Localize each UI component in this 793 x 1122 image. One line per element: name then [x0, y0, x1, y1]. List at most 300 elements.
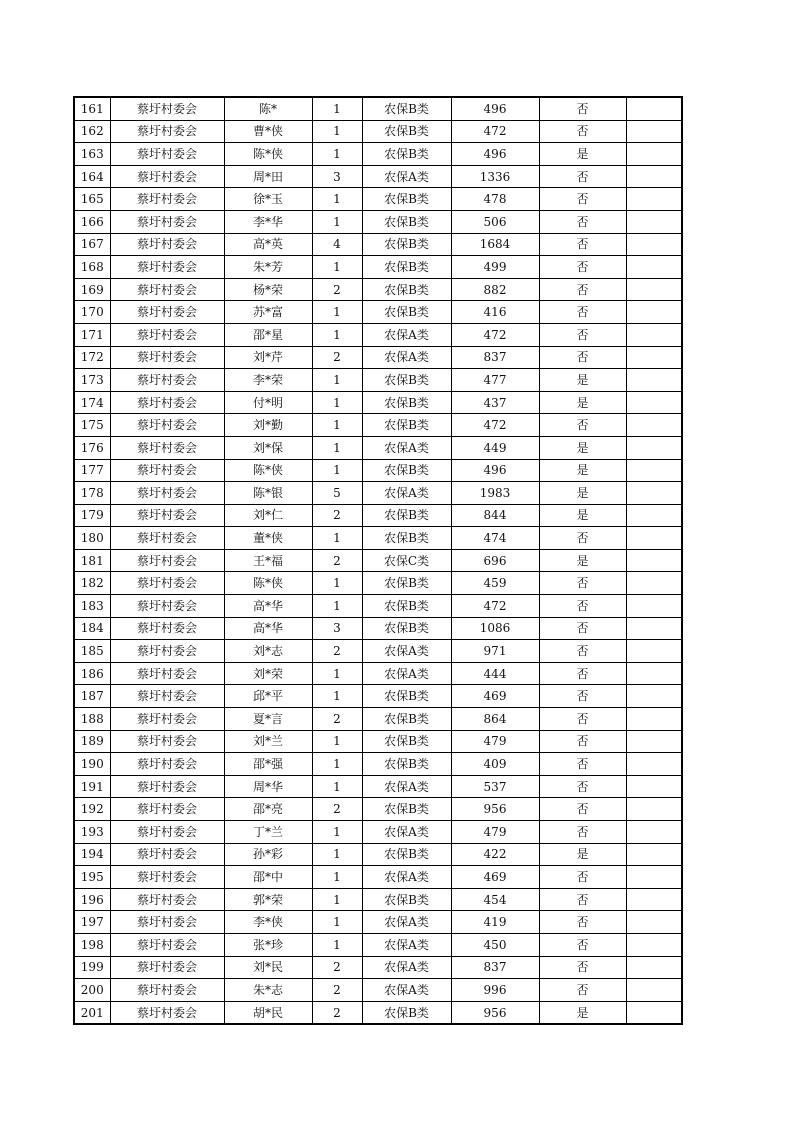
row-number-cell: 195 [74, 866, 110, 889]
person-name-cell: 董*侠 [224, 527, 312, 550]
village-committee-cell: 蔡圩村委会 [110, 775, 224, 798]
flag-cell: 否 [539, 346, 626, 369]
amount-cell: 422 [451, 843, 539, 866]
table-row [74, 775, 682, 798]
household-size-cell: 1 [312, 301, 362, 324]
amount-cell: 478 [451, 188, 539, 211]
village-committee-cell: 蔡圩村委会 [110, 369, 224, 392]
table-row [74, 504, 682, 527]
village-committee-cell: 蔡圩村委会 [110, 640, 224, 663]
remarks-cell [626, 504, 682, 527]
table-row [74, 685, 682, 708]
remarks-cell [626, 730, 682, 753]
remarks-cell [626, 256, 682, 279]
table-row [74, 956, 682, 979]
flag-cell: 否 [539, 866, 626, 889]
table-row [74, 640, 682, 663]
row-number-cell: 171 [74, 323, 110, 346]
person-name-cell: 刘*兰 [224, 730, 312, 753]
insurance-category-cell: 农保A类 [362, 775, 451, 798]
remarks-cell [626, 640, 682, 663]
table-row [74, 662, 682, 685]
row-number-cell: 187 [74, 685, 110, 708]
amount-cell: 996 [451, 979, 539, 1002]
household-size-cell: 1 [312, 391, 362, 414]
row-number-cell: 199 [74, 956, 110, 979]
flag-cell: 否 [539, 165, 626, 188]
insurance-category-cell: 农保B类 [362, 730, 451, 753]
table-row [74, 436, 682, 459]
insurance-category-cell: 农保B类 [362, 617, 451, 640]
amount-cell: 496 [451, 143, 539, 166]
household-size-cell: 2 [312, 708, 362, 731]
insurance-category-cell: 农保B类 [362, 504, 451, 527]
flag-cell: 否 [539, 301, 626, 324]
person-name-cell: 刘*仁 [224, 504, 312, 527]
household-size-cell: 1 [312, 323, 362, 346]
row-number-cell: 164 [74, 165, 110, 188]
remarks-cell [626, 956, 682, 979]
row-number-cell: 185 [74, 640, 110, 663]
row-number-cell: 201 [74, 1001, 110, 1024]
flag-cell: 是 [539, 504, 626, 527]
row-number-cell: 162 [74, 120, 110, 143]
amount-cell: 1684 [451, 233, 539, 256]
insurance-category-cell: 农保B类 [362, 595, 451, 618]
insurance-category-cell: 农保A类 [362, 866, 451, 889]
person-name-cell: 李*侠 [224, 911, 312, 934]
flag-cell: 否 [539, 527, 626, 550]
table-row [74, 165, 682, 188]
amount-cell: 472 [451, 414, 539, 437]
village-committee-cell: 蔡圩村委会 [110, 143, 224, 166]
row-number-cell: 196 [74, 888, 110, 911]
table-row [74, 708, 682, 731]
flag-cell: 否 [539, 210, 626, 233]
row-number-cell: 179 [74, 504, 110, 527]
records-table-body [74, 97, 682, 1024]
flag-cell: 否 [539, 323, 626, 346]
amount-cell: 477 [451, 369, 539, 392]
household-size-cell: 1 [312, 436, 362, 459]
village-committee-cell: 蔡圩村委会 [110, 210, 224, 233]
table-row [74, 459, 682, 482]
village-committee-cell: 蔡圩村委会 [110, 888, 224, 911]
amount-cell: 837 [451, 346, 539, 369]
village-committee-cell: 蔡圩村委会 [110, 956, 224, 979]
amount-cell: 444 [451, 662, 539, 685]
row-number-cell: 183 [74, 595, 110, 618]
insurance-category-cell: 农保B类 [362, 1001, 451, 1024]
remarks-cell [626, 911, 682, 934]
household-size-cell: 1 [312, 866, 362, 889]
person-name-cell: 胡*民 [224, 1001, 312, 1024]
person-name-cell: 丁*兰 [224, 821, 312, 844]
insurance-category-cell: 农保B类 [362, 685, 451, 708]
amount-cell: 1086 [451, 617, 539, 640]
household-size-cell: 2 [312, 979, 362, 1002]
person-name-cell: 李*荣 [224, 369, 312, 392]
insurance-category-cell: 农保A类 [362, 346, 451, 369]
person-name-cell: 高*华 [224, 595, 312, 618]
flag-cell: 否 [539, 708, 626, 731]
insurance-category-cell: 农保B类 [362, 888, 451, 911]
table-row [74, 233, 682, 256]
household-size-cell: 2 [312, 1001, 362, 1024]
flag-cell: 否 [539, 617, 626, 640]
household-size-cell: 2 [312, 798, 362, 821]
flag-cell: 否 [539, 572, 626, 595]
village-committee-cell: 蔡圩村委会 [110, 866, 224, 889]
amount-cell: 437 [451, 391, 539, 414]
village-committee-cell: 蔡圩村委会 [110, 911, 224, 934]
village-committee-cell: 蔡圩村委会 [110, 459, 224, 482]
insurance-category-cell: 农保A类 [362, 323, 451, 346]
person-name-cell: 刘*民 [224, 956, 312, 979]
remarks-cell [626, 165, 682, 188]
row-number-cell: 175 [74, 414, 110, 437]
flag-cell: 否 [539, 775, 626, 798]
insurance-category-cell: 农保B类 [362, 843, 451, 866]
person-name-cell: 陈*侠 [224, 143, 312, 166]
table-row [74, 301, 682, 324]
person-name-cell: 邵*亮 [224, 798, 312, 821]
village-committee-cell: 蔡圩村委会 [110, 97, 224, 120]
insurance-category-cell: 农保A类 [362, 956, 451, 979]
remarks-cell [626, 1001, 682, 1024]
row-number-cell: 184 [74, 617, 110, 640]
person-name-cell: 杨*荣 [224, 278, 312, 301]
remarks-cell [626, 753, 682, 776]
remarks-cell [626, 120, 682, 143]
person-name-cell: 高*英 [224, 233, 312, 256]
household-size-cell: 1 [312, 662, 362, 685]
household-size-cell: 1 [312, 911, 362, 934]
insurance-category-cell: 农保B类 [362, 391, 451, 414]
insurance-category-cell: 农保B类 [362, 369, 451, 392]
row-number-cell: 200 [74, 979, 110, 1002]
amount-cell: 844 [451, 504, 539, 527]
table-row [74, 369, 682, 392]
household-size-cell: 1 [312, 775, 362, 798]
amount-cell: 450 [451, 933, 539, 956]
person-name-cell: 李*华 [224, 210, 312, 233]
household-size-cell: 1 [312, 143, 362, 166]
remarks-cell [626, 843, 682, 866]
person-name-cell: 高*华 [224, 617, 312, 640]
household-size-cell: 1 [312, 120, 362, 143]
remarks-cell [626, 233, 682, 256]
remarks-cell [626, 549, 682, 572]
table-row [74, 391, 682, 414]
insurance-category-cell: 农保A类 [362, 640, 451, 663]
flag-cell: 否 [539, 979, 626, 1002]
remarks-cell [626, 617, 682, 640]
table-row [74, 843, 682, 866]
amount-cell: 449 [451, 436, 539, 459]
table-row [74, 979, 682, 1002]
amount-cell: 696 [451, 549, 539, 572]
table-row [74, 595, 682, 618]
village-committee-cell: 蔡圩村委会 [110, 595, 224, 618]
row-number-cell: 190 [74, 753, 110, 776]
flag-cell: 否 [539, 730, 626, 753]
village-committee-cell: 蔡圩村委会 [110, 278, 224, 301]
table-row [74, 414, 682, 437]
amount-cell: 837 [451, 956, 539, 979]
household-size-cell: 5 [312, 482, 362, 505]
amount-cell: 479 [451, 730, 539, 753]
amount-cell: 537 [451, 775, 539, 798]
flag-cell: 是 [539, 143, 626, 166]
household-size-cell: 1 [312, 685, 362, 708]
amount-cell: 472 [451, 595, 539, 618]
row-number-cell: 176 [74, 436, 110, 459]
table-row [74, 933, 682, 956]
person-name-cell: 邵*星 [224, 323, 312, 346]
amount-cell: 956 [451, 798, 539, 821]
insurance-category-cell: 农保B类 [362, 798, 451, 821]
row-number-cell: 186 [74, 662, 110, 685]
row-number-cell: 167 [74, 233, 110, 256]
amount-cell: 496 [451, 459, 539, 482]
remarks-cell [626, 188, 682, 211]
insurance-category-cell: 农保B类 [362, 459, 451, 482]
remarks-cell [626, 459, 682, 482]
insurance-category-cell: 农保B类 [362, 256, 451, 279]
person-name-cell: 曹*侠 [224, 120, 312, 143]
table-row [74, 730, 682, 753]
household-size-cell: 1 [312, 753, 362, 776]
village-committee-cell: 蔡圩村委会 [110, 617, 224, 640]
village-committee-cell: 蔡圩村委会 [110, 527, 224, 550]
table-row [74, 753, 682, 776]
flag-cell: 否 [539, 233, 626, 256]
flag-cell: 否 [539, 685, 626, 708]
table-row [74, 821, 682, 844]
insurance-category-cell: 农保B类 [362, 753, 451, 776]
insurance-category-cell: 农保B类 [362, 233, 451, 256]
household-size-cell: 2 [312, 278, 362, 301]
amount-cell: 469 [451, 685, 539, 708]
village-committee-cell: 蔡圩村委会 [110, 301, 224, 324]
person-name-cell: 夏*言 [224, 708, 312, 731]
insurance-category-cell: 农保A类 [362, 662, 451, 685]
insurance-category-cell: 农保B类 [362, 301, 451, 324]
village-committee-cell: 蔡圩村委会 [110, 391, 224, 414]
amount-cell: 496 [451, 97, 539, 120]
household-size-cell: 1 [312, 595, 362, 618]
records-table [73, 96, 683, 1025]
flag-cell: 是 [539, 369, 626, 392]
remarks-cell [626, 933, 682, 956]
row-number-cell: 192 [74, 798, 110, 821]
village-committee-cell: 蔡圩村委会 [110, 685, 224, 708]
village-committee-cell: 蔡圩村委会 [110, 572, 224, 595]
table-row [74, 527, 682, 550]
row-number-cell: 170 [74, 301, 110, 324]
household-size-cell: 1 [312, 843, 362, 866]
table-row [74, 97, 682, 120]
row-number-cell: 189 [74, 730, 110, 753]
flag-cell: 否 [539, 753, 626, 776]
household-size-cell: 1 [312, 459, 362, 482]
person-name-cell: 陈* [224, 97, 312, 120]
table-row [74, 1001, 682, 1024]
row-number-cell: 163 [74, 143, 110, 166]
remarks-cell [626, 210, 682, 233]
row-number-cell: 188 [74, 708, 110, 731]
flag-cell: 否 [539, 256, 626, 279]
table-row [74, 143, 682, 166]
village-committee-cell: 蔡圩村委会 [110, 504, 224, 527]
remarks-cell [626, 278, 682, 301]
amount-cell: 454 [451, 888, 539, 911]
flag-cell: 否 [539, 188, 626, 211]
amount-cell: 472 [451, 323, 539, 346]
flag-cell: 否 [539, 662, 626, 685]
insurance-category-cell: 农保B类 [362, 708, 451, 731]
village-committee-cell: 蔡圩村委会 [110, 188, 224, 211]
insurance-category-cell: 农保A类 [362, 911, 451, 934]
flag-cell: 否 [539, 956, 626, 979]
remarks-cell [626, 482, 682, 505]
row-number-cell: 197 [74, 911, 110, 934]
row-number-cell: 174 [74, 391, 110, 414]
row-number-cell: 177 [74, 459, 110, 482]
row-number-cell: 168 [74, 256, 110, 279]
remarks-cell [626, 346, 682, 369]
household-size-cell: 1 [312, 369, 362, 392]
table-row [74, 188, 682, 211]
remarks-cell [626, 685, 682, 708]
village-committee-cell: 蔡圩村委会 [110, 346, 224, 369]
person-name-cell: 邵*中 [224, 866, 312, 889]
remarks-cell [626, 323, 682, 346]
table-row [74, 323, 682, 346]
insurance-category-cell: 农保B类 [362, 97, 451, 120]
row-number-cell: 198 [74, 933, 110, 956]
amount-cell: 474 [451, 527, 539, 550]
person-name-cell: 陈*侠 [224, 459, 312, 482]
village-committee-cell: 蔡圩村委会 [110, 662, 224, 685]
remarks-cell [626, 391, 682, 414]
amount-cell: 956 [451, 1001, 539, 1024]
village-committee-cell: 蔡圩村委会 [110, 730, 224, 753]
flag-cell: 否 [539, 933, 626, 956]
person-name-cell: 孙*彩 [224, 843, 312, 866]
household-size-cell: 1 [312, 414, 362, 437]
amount-cell: 971 [451, 640, 539, 663]
amount-cell: 472 [451, 120, 539, 143]
amount-cell: 1983 [451, 482, 539, 505]
village-committee-cell: 蔡圩村委会 [110, 708, 224, 731]
amount-cell: 419 [451, 911, 539, 934]
village-committee-cell: 蔡圩村委会 [110, 256, 224, 279]
amount-cell: 469 [451, 866, 539, 889]
village-committee-cell: 蔡圩村委会 [110, 120, 224, 143]
table-row [74, 210, 682, 233]
flag-cell: 否 [539, 120, 626, 143]
insurance-category-cell: 农保B类 [362, 572, 451, 595]
row-number-cell: 166 [74, 210, 110, 233]
person-name-cell: 刘*保 [224, 436, 312, 459]
person-name-cell: 刘*荣 [224, 662, 312, 685]
flag-cell: 否 [539, 640, 626, 663]
insurance-category-cell: 农保A类 [362, 436, 451, 459]
remarks-cell [626, 301, 682, 324]
flag-cell: 是 [539, 436, 626, 459]
household-size-cell: 1 [312, 256, 362, 279]
household-size-cell: 1 [312, 210, 362, 233]
flag-cell: 否 [539, 821, 626, 844]
remarks-cell [626, 595, 682, 618]
person-name-cell: 陈*银 [224, 482, 312, 505]
flag-cell: 是 [539, 482, 626, 505]
household-size-cell: 1 [312, 888, 362, 911]
person-name-cell: 周*华 [224, 775, 312, 798]
row-number-cell: 172 [74, 346, 110, 369]
household-size-cell: 1 [312, 730, 362, 753]
household-size-cell: 1 [312, 572, 362, 595]
table-row [74, 278, 682, 301]
village-committee-cell: 蔡圩村委会 [110, 549, 224, 572]
row-number-cell: 165 [74, 188, 110, 211]
remarks-cell [626, 97, 682, 120]
insurance-category-cell: 农保A类 [362, 482, 451, 505]
row-number-cell: 161 [74, 97, 110, 120]
row-number-cell: 180 [74, 527, 110, 550]
table-row [74, 482, 682, 505]
remarks-cell [626, 436, 682, 459]
insurance-category-cell: 农保B类 [362, 210, 451, 233]
household-size-cell: 2 [312, 640, 362, 663]
amount-cell: 499 [451, 256, 539, 279]
insurance-category-cell: 农保B类 [362, 188, 451, 211]
person-name-cell: 付*明 [224, 391, 312, 414]
row-number-cell: 191 [74, 775, 110, 798]
person-name-cell: 刘*芹 [224, 346, 312, 369]
person-name-cell: 朱*志 [224, 979, 312, 1002]
table-row [74, 346, 682, 369]
flag-cell: 是 [539, 459, 626, 482]
person-name-cell: 刘*勤 [224, 414, 312, 437]
household-size-cell: 1 [312, 188, 362, 211]
village-committee-cell: 蔡圩村委会 [110, 436, 224, 459]
village-committee-cell: 蔡圩村委会 [110, 843, 224, 866]
village-committee-cell: 蔡圩村委会 [110, 933, 224, 956]
remarks-cell [626, 572, 682, 595]
household-size-cell: 3 [312, 617, 362, 640]
village-committee-cell: 蔡圩村委会 [110, 753, 224, 776]
person-name-cell: 陈*侠 [224, 572, 312, 595]
insurance-category-cell: 农保B类 [362, 120, 451, 143]
insurance-category-cell: 农保A类 [362, 821, 451, 844]
remarks-cell [626, 866, 682, 889]
remarks-cell [626, 775, 682, 798]
remarks-cell [626, 798, 682, 821]
insurance-category-cell: 农保A类 [362, 979, 451, 1002]
village-committee-cell: 蔡圩村委会 [110, 414, 224, 437]
flag-cell: 是 [539, 391, 626, 414]
remarks-cell [626, 821, 682, 844]
person-name-cell: 苏*富 [224, 301, 312, 324]
household-size-cell: 1 [312, 527, 362, 550]
flag-cell: 是 [539, 549, 626, 572]
household-size-cell: 1 [312, 97, 362, 120]
row-number-cell: 194 [74, 843, 110, 866]
flag-cell: 否 [539, 414, 626, 437]
